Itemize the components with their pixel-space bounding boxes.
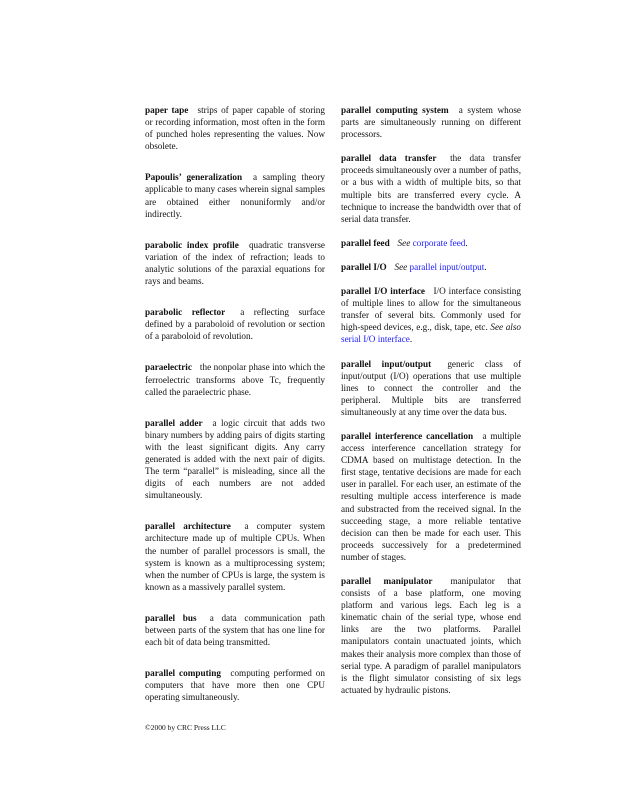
entry-term: parallel feed bbox=[341, 237, 390, 248]
entry-definition: a multiple access interference cancellation strategy for CDMA based on multistage detection. In the first stage, tentative decisions are made for each user in parallel. For each user, an estimate of the resulting multiple access interference is made and substracted from the received signal. In the succeeding stage, a more reliable tentative decision can then be made for each user. This proceeds successively for a predetermined number of stages. bbox=[341, 430, 521, 562]
right-column bbox=[341, 104, 521, 696]
entry-term: parabolic index profile bbox=[145, 239, 239, 250]
entry-parallel-input-output bbox=[341, 358, 521, 418]
entry-definition: a sampling theory applicable to many cases wherein signal samples are obtained either nonuniformly and/or indirectly. bbox=[145, 172, 326, 219]
entry-definition: the nonpolar phase into which the ferroelectric transforms above Tc, frequently called the paraelectric phase. bbox=[145, 362, 325, 397]
entry-definition: a data communication path between parts of the system that has one line for each bit of data being transmitted. bbox=[145, 612, 326, 648]
cross-reference-link[interactable]: serial I/O interface bbox=[341, 334, 410, 345]
entry-term: parallel bus bbox=[145, 612, 197, 623]
entry-parallel-data-transfer bbox=[341, 152, 521, 225]
entry-definition: quadratic transverse variation of the index of refraction; leads to analytic solutions of the paraxial equations for rays and beams. bbox=[145, 239, 325, 287]
entry-terminal-period: . bbox=[465, 237, 468, 248]
entry-term: parallel manipulator bbox=[341, 576, 433, 586]
entry-terminal-period: . bbox=[484, 261, 487, 272]
cross-reference-link[interactable]: parallel input/output bbox=[409, 261, 485, 272]
entry-term: parallel I/O bbox=[341, 261, 387, 272]
entry-term: Papoulis’ generalization bbox=[145, 172, 243, 183]
entry-term: parallel I/O interface bbox=[341, 286, 425, 297]
left-column bbox=[145, 104, 325, 703]
see-reference-label: See bbox=[394, 261, 408, 272]
entry-term: parabolic reflector bbox=[145, 307, 226, 318]
entry-paper-tape bbox=[145, 104, 325, 152]
entry-term: parallel interference cancellation bbox=[341, 430, 474, 441]
see-reference-label: See bbox=[397, 237, 411, 248]
entry-definition: computing performed on computers that have more then one CPU operating simultaneously. bbox=[145, 668, 325, 703]
entry-definition: generic class of input/output (I/O) operations that use multiple lines to connect the controller and the peripheral. Multiple bits are transferred simultaneously at any time over the data bus. bbox=[341, 358, 521, 417]
entry-definition: a reflecting surface defined by a paraboloid of revolution or section of a paraboloid of revolution. bbox=[145, 307, 325, 342]
entry-term: parallel data transfer bbox=[341, 153, 437, 164]
entry-definition: the data transfer proceeds simultaneously over a number of paths, or a bus with a width of multiple bits, so that multiple bits are transferred every cycle. A technique to increase the bandwidth over that of serial data transfer. bbox=[341, 153, 521, 224]
entry-parallel-interference-cancellation bbox=[341, 430, 521, 563]
entry-parallel-io-interface bbox=[341, 285, 521, 345]
entry-definition: I/O interface consisting of multiple lines to allow for the simultaneous transfer of several bits. Commonly used for high-speed devices, e.g., disk, tape, etc. bbox=[341, 286, 521, 333]
entry-term: parallel computing bbox=[145, 668, 221, 679]
entry-parallel-adder bbox=[145, 417, 325, 502]
entry-parallel-io bbox=[341, 261, 521, 273]
entry-definition: a computer system architecture made up of multiple CPUs. When the number of parallel processors is small, the system is known as a multiprocessing system; when the number of CPUs is large, the system is known as a massively parallel system. bbox=[145, 521, 326, 592]
entry-parallel-manipulator bbox=[341, 575, 521, 696]
copyright-footer: ©2000 by CRC Press LLC bbox=[145, 723, 226, 732]
entry-term: parallel computing system bbox=[341, 105, 449, 115]
cross-reference-link[interactable]: corporate feed bbox=[412, 237, 466, 248]
entry-terminal-period: . bbox=[409, 334, 413, 345]
entry-parabolic-reflector bbox=[145, 306, 325, 342]
entry-paraelectric bbox=[145, 361, 325, 397]
entry-term: parallel input/output bbox=[341, 358, 432, 369]
see-also-reference-label: See also bbox=[490, 322, 522, 333]
entry-parallel-computing-system bbox=[341, 104, 521, 140]
entry-term: paraelectric bbox=[145, 362, 192, 373]
entry-definition: a logic circuit that adds two binary numbers by adding pairs of digits starting with the least significant digits. Any carry generated is added with the next pair of digits. The term “parallel” is misleading, since all the digits of each numbers are not added simultaneously. bbox=[145, 417, 325, 501]
entry-parallel-bus bbox=[145, 612, 325, 648]
entry-definition: manipulator that consists of a base platform, one moving platform and various legs. Each leg is a kinematic chain of the serial type, whose end links are the two platforms. Parallel manipulators contain unactuated joints, which makes their analysis more complex than those of serial type. A paradigm of parallel manipulators is the flight simulator consisting of six legs actuated by hydraulic pistons. bbox=[341, 576, 522, 695]
entry-definition: a system whose parts are simultaneously running on different processors. bbox=[341, 105, 521, 140]
entry-parallel-computing bbox=[145, 667, 325, 703]
entry-term: parallel architecture bbox=[145, 521, 231, 532]
entry-parallel-feed bbox=[341, 237, 521, 249]
entry-term: paper tape bbox=[145, 105, 189, 115]
entry-definition: strips of paper capable of storing or recording information, most often in the form of punched holes representing the values. Now obsolete. bbox=[145, 105, 325, 152]
entry-papoulis-generalization bbox=[145, 171, 325, 219]
entry-parallel-architecture bbox=[145, 520, 325, 593]
entry-term: parallel adder bbox=[145, 417, 203, 428]
entry-parabolic-index-profile bbox=[145, 239, 325, 287]
